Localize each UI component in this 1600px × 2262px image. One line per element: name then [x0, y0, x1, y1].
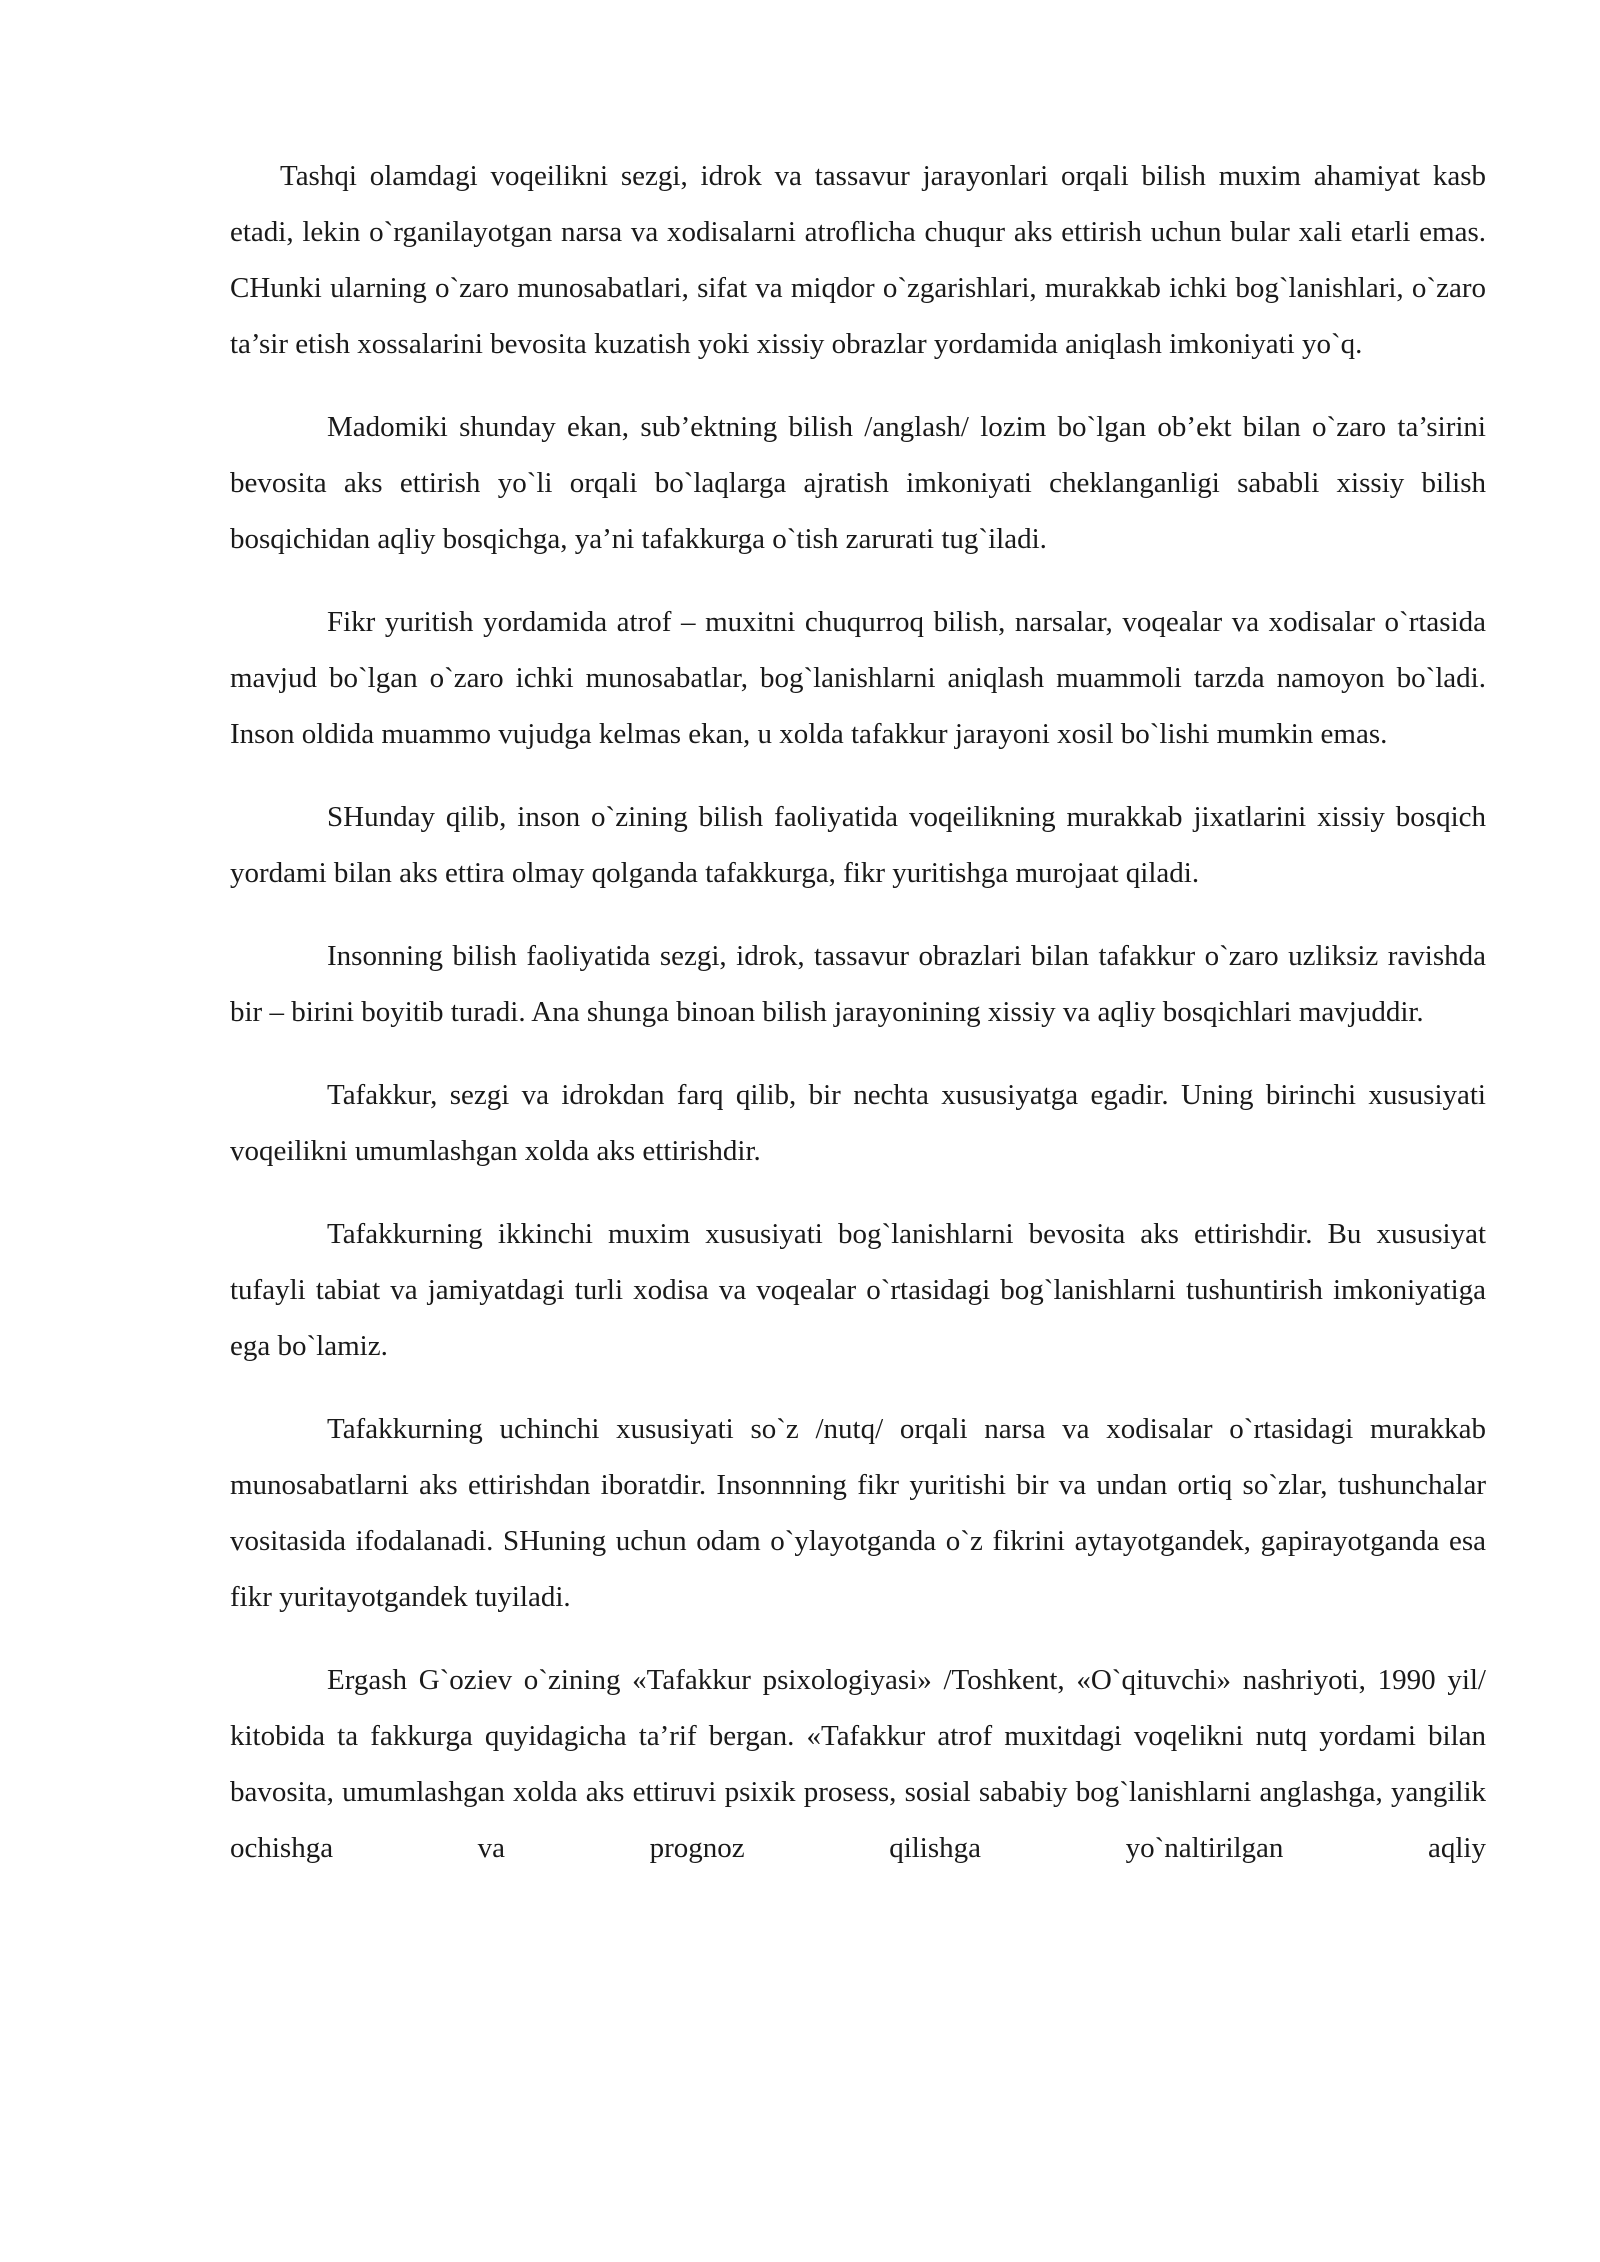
paragraph-9: Ergash G`oziev o`zining «Tafakkur psixologiyasi» /Toshkent, «O`qituvchi» nashriyoti, 1990 yil/ kitobida ta fakkurga quyidagicha ta’rif bergan. «Tafakkur atrof muxitdagi voqelikni nutq yordami bilan bavosita, umumlashgan xolda aks ettiruvi psixik prosess, sosial sababiy bog`lanishlarni anglashga, yangilik ochishga va prognoz qilishga yo`naltirilgan aqliy [230, 1664, 1486, 1864]
paragraph-5: Insonning bilish faoliyatida sezgi, idrok, tassavur obrazlari bilan tafakkur o`zaro uzliksiz ravishda bir – birini boyitib turadi. Ana shunga binoan bilish jarayonining xissiy va aqliy bosqichlari mavjuddir. [230, 940, 1486, 1028]
paragraph-8: Tafakkurning uchinchi xususiyati so`z /nutq/ orqali narsa va xodisalar o`rtasidagi murakkab munosabatlarni aks ettirishdan iboratdir. Insonnning fikr yuritishi bir va undan ortiq so`zlar, tushunchalar vositasida ifodalanadi. SHuning uchun odam o`ylayotganda o`z fikrini aytayotgandek, gapirayotganda esa fikr yuritayotgandek tuyiladi. [230, 1413, 1486, 1613]
paragraph-2: Madomiki shunday ekan, sub’ektning bilish /anglash/ lozim bo`lgan ob’ekt bilan o`zaro ta’sirini bevosita aks ettirish yo`li orqali bo`laqlarga ajratish imkoniyati cheklanganligi sababli xissiy bilish bosqichidan aqliy bosqichga, ya’ni tafakkurga o`tish zarurati tug`iladi. [230, 411, 1486, 555]
paragraph-4: SHunday qilib, inson o`zining bilish faoliyatida voqeilikning murakkab jixatlarini xissiy bosqich yordami bilan aks ettira olmay qolganda tafakkurga, fikr yuritishga murojaat qiladi. [230, 801, 1486, 889]
paragraph-1: Tashqi olamdagi voqeilikni sezgi, idrok va tassavur jarayonlari orqali bilish muxim ahamiyat kasb etadi, lekin o`rganilayotgan narsa va xodisalarni atroflicha chuqur aks ettirish uchun bular xali etarli emas. CHunki ularning o`zaro munosabatlari, sifat va miqdor o`zgarishlari, murakkab ichki bog`lanishlari, o`zaro ta’sir etish xossalarini bevosita kuzatish yoki xissiy obrazlar yordamida aniqlash imkoniyati yo`q. [230, 160, 1486, 360]
paragraph-3: Fikr yuritish yordamida atrof – muxitni chuqurroq bilish, narsalar, voqealar va xodisalar o`rtasida mavjud bo`lgan o`zaro ichki munosabatlar, bog`lanishlarni aniqlash muammoli tarzda namoyon bo`ladi. Inson oldida muammo vujudga kelmas ekan, u xolda tafakkur jarayoni xosil bo`lishi mumkin emas. [230, 606, 1486, 750]
document-body [230, 148, 1486, 1876]
paragraph-7: Tafakkurning ikkinchi muxim xususiyati bog`lanishlarni bevosita aks ettirishdir. Bu xususiyat tufayli tabiat va jamiyatdagi turli xodisa va voqealar o`rtasidagi bog`lanishlarni tushuntirish imkoniyatiga ega bo`lamiz. [230, 1218, 1486, 1362]
paragraph-6: Tafakkur, sezgi va idrokdan farq qilib, bir nechta xususiyatga egadir. Uning birinchi xususiyati voqeilikni umumlashgan xolda aks ettirishdir. [230, 1079, 1486, 1167]
